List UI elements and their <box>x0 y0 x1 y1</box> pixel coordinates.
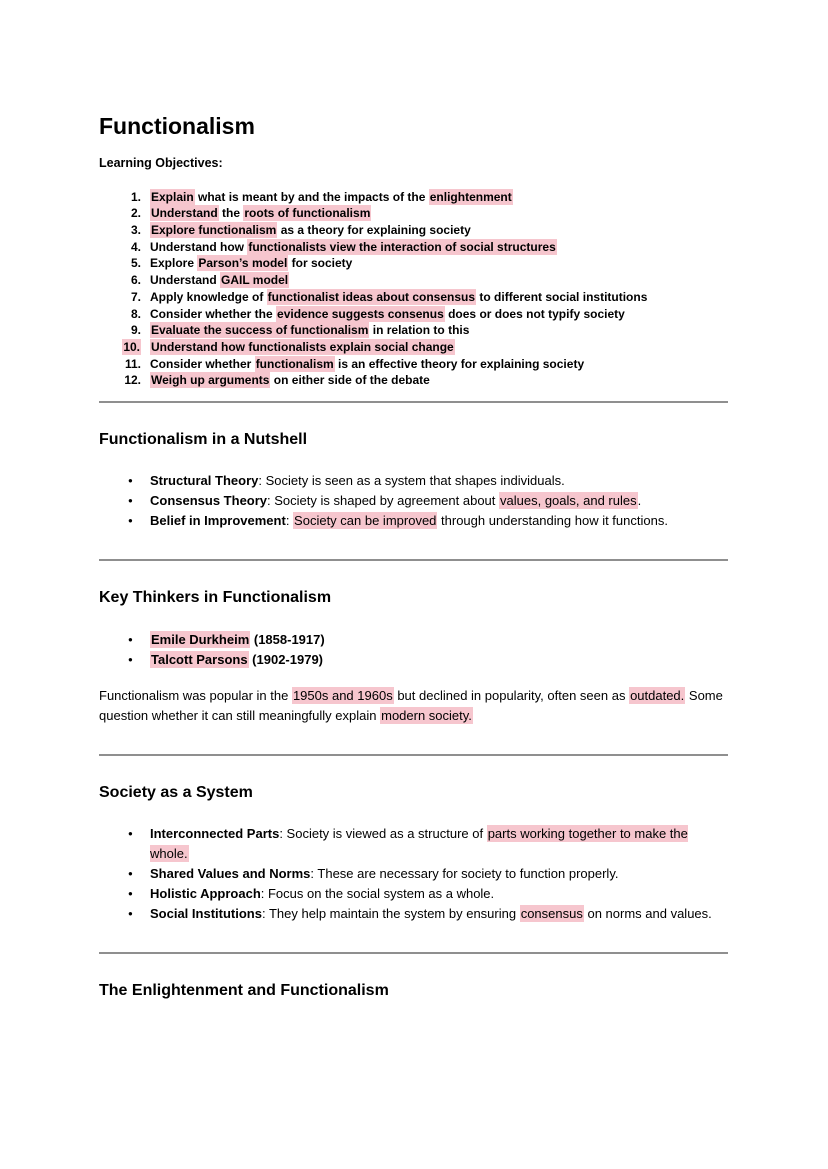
objective-number <box>99 322 141 339</box>
bullet-list-society <box>99 824 728 924</box>
objective-text <box>150 306 625 323</box>
text-run: Explore functionalism <box>151 223 277 237</box>
text-run: Evaluate the success of functionalism <box>151 323 369 338</box>
text-run: to different social institutions <box>476 289 648 304</box>
section-functionalism-in-a-nutshell <box>99 401 728 531</box>
bullet-item <box>99 650 728 670</box>
bullet-icon: ● <box>128 889 133 899</box>
text-run: consensus <box>520 906 583 922</box>
text-run: : Society is shaped by agreement about <box>267 493 500 509</box>
section-heading-key-thinkers: Key Thinkers in Functionalism <box>99 589 332 607</box>
bullet-item <box>99 511 728 531</box>
section-heading-enlightenment: The Enlightenment and Functionalism <box>99 982 389 1000</box>
text-run: for society <box>288 256 353 271</box>
bullet-text <box>150 650 728 670</box>
text-run: in relation to this <box>369 323 470 338</box>
text-run: is an effective theory for explaining society <box>334 356 585 371</box>
objective-item <box>99 255 728 272</box>
bullet-icon: ● <box>128 476 133 486</box>
bullet-item <box>99 630 728 650</box>
text-run: Parson’s model <box>198 256 288 271</box>
text-run: Social Institutions <box>150 906 262 922</box>
bullet-list-key-thinkers <box>99 630 728 670</box>
text-run: : <box>285 513 294 529</box>
objective-number <box>99 255 141 272</box>
text-run: through understanding how it functions. <box>437 513 668 529</box>
objective-item <box>99 306 728 323</box>
text-run: but declined in popularity, often seen as <box>393 687 630 703</box>
text-run: as a theory for explaining society <box>277 223 471 237</box>
objective-number <box>99 222 141 239</box>
objective-number <box>99 306 141 323</box>
objective-number <box>99 189 141 206</box>
bullet-item <box>99 864 728 884</box>
objective-number <box>99 205 141 222</box>
text-run: 1950s and 1960s <box>292 687 393 703</box>
objective-number-text: 1. <box>130 189 141 204</box>
text-run: Talcott Parsons <box>151 651 248 667</box>
objective-number-text: 10. <box>123 339 140 354</box>
bullet-icon: ● <box>128 909 133 919</box>
objective-item <box>99 189 728 206</box>
text-run: : Focus on the social system as a whole. <box>260 886 495 902</box>
text-run: what is meant by and the impacts of the <box>194 189 429 204</box>
text-run: Interconnected Parts <box>150 826 280 842</box>
bullet-icon: ● <box>128 634 133 644</box>
objective-item <box>99 339 728 356</box>
objective-text <box>150 356 584 373</box>
text-run: Understand how functionalists explain social change <box>151 339 454 354</box>
text-run: enlightenment <box>429 189 512 204</box>
bullet-text <box>150 630 728 650</box>
objective-text <box>150 272 289 289</box>
objective-number <box>99 356 141 373</box>
objective-text <box>150 239 557 256</box>
text-run: on norms and values. <box>583 906 712 922</box>
bullet-text <box>150 824 728 864</box>
text-run: : They help maintain the system by ensuring <box>261 906 520 922</box>
text-run: Consider whether the <box>150 306 277 321</box>
text-run: Explore <box>150 256 198 271</box>
objective-text <box>150 222 471 239</box>
bullet-icon: ● <box>128 869 133 879</box>
bullet-text <box>150 511 728 531</box>
objective-item <box>99 372 728 389</box>
objective-number-text: 12. <box>124 373 141 388</box>
text-run: Understand <box>150 273 221 288</box>
objective-number-text: 6. <box>130 273 141 288</box>
text-run: functionalist ideas about consensus <box>267 289 476 304</box>
text-run: on either side of the debate <box>270 373 430 388</box>
section-divider <box>99 952 728 954</box>
text-run: Apply knowledge of <box>150 289 267 304</box>
text-run: : These are necessary for society to function properly. <box>310 866 619 882</box>
objective-text <box>150 189 513 206</box>
bullet-icon: ● <box>128 654 133 664</box>
text-run: Structural Theory <box>150 473 259 489</box>
section-divider <box>99 559 728 561</box>
text-run: Emile Durkheim <box>151 631 250 647</box>
objective-number-text: 2. <box>130 206 141 221</box>
text-run: (1902-1979) <box>248 651 324 667</box>
bullet-text <box>150 884 728 904</box>
text-run: Understand how <box>150 239 248 254</box>
text-run: Belief in Improvement <box>150 513 286 529</box>
bullet-text <box>150 904 728 924</box>
text-run: parts working together to make the whole. <box>150 826 688 862</box>
objective-number-text: 5. <box>130 256 141 271</box>
objective-number-text: 8. <box>130 306 141 321</box>
objective-number <box>99 272 141 289</box>
text-run: functionalism <box>255 356 334 371</box>
bullet-text <box>150 491 728 511</box>
objective-text <box>150 372 430 389</box>
text-run: Society can be improved <box>294 513 437 529</box>
objective-number-text: 11. <box>124 356 141 371</box>
objective-item <box>99 205 728 222</box>
objective-item <box>99 322 728 339</box>
text-run: does or does not typify society <box>444 306 625 321</box>
text-run: Consider whether <box>150 356 255 371</box>
objective-text <box>150 322 469 339</box>
document-title: Functionalism <box>99 113 255 139</box>
section-divider <box>99 754 728 756</box>
bullet-item <box>99 471 728 491</box>
text-run: Weigh up arguments <box>151 373 270 388</box>
text-run: GAIL model <box>221 273 289 288</box>
objective-item <box>99 272 728 289</box>
objective-item <box>99 239 728 256</box>
text-run: functionalists view the interaction of social structures <box>248 239 556 254</box>
text-run: roots of functionalism <box>244 206 371 221</box>
objective-number <box>99 289 141 306</box>
text-run: . <box>637 493 642 509</box>
learning-objectives-list <box>99 189 728 389</box>
objective-number-text: 9. <box>130 323 141 338</box>
text-run: Understand <box>151 206 218 221</box>
section-society-as-a-system <box>99 754 728 924</box>
text-run: Functionalism was popular in the <box>99 687 292 703</box>
objective-number-text: 3. <box>130 223 141 237</box>
objective-text <box>150 255 352 272</box>
text-run: : Society is seen as a system that shapes individuals. <box>258 473 565 489</box>
objective-number-text: 4. <box>130 239 141 254</box>
text-run: Explain <box>151 189 194 204</box>
text-run: Some question whether it can still meaningfully explain <box>99 687 723 723</box>
bullet-text <box>150 864 728 884</box>
bullet-item <box>99 824 728 864</box>
key-thinkers-paragraph <box>99 686 728 726</box>
bullet-item <box>99 904 728 924</box>
text-run: outdated. <box>630 687 685 703</box>
text-run: the <box>218 206 244 221</box>
objective-text <box>150 339 455 356</box>
objective-item <box>99 289 728 306</box>
section-enlightenment <box>99 952 728 1000</box>
text-run: values, goals, and rules <box>500 493 637 509</box>
objective-text <box>150 289 647 306</box>
objective-text <box>150 205 371 222</box>
objective-number-text: 7. <box>130 289 141 304</box>
objective-item <box>99 356 728 373</box>
bullet-list-nutshell <box>99 471 728 531</box>
text-run: modern society. <box>381 707 472 723</box>
bullet-item <box>99 884 728 904</box>
objective-number <box>99 239 141 256</box>
text-run: Holistic Approach <box>150 886 261 902</box>
learning-objectives-label: Learning Objectives: <box>99 155 223 170</box>
section-heading-society: Society as a System <box>99 783 253 801</box>
objective-item <box>99 222 728 239</box>
section-heading-nutshell: Functionalism in a Nutshell <box>99 431 308 449</box>
section-divider <box>99 401 728 403</box>
text-run: : Society is viewed as a structure of <box>279 826 487 842</box>
text-run: Consensus Theory <box>150 493 268 509</box>
bullet-icon: ● <box>128 496 133 506</box>
bullet-icon: ● <box>128 829 133 839</box>
objective-number <box>99 339 141 356</box>
section-key-thinkers <box>99 559 728 725</box>
text-run: (1858-1917) <box>250 631 325 647</box>
bullet-item <box>99 491 728 511</box>
bullet-text <box>150 471 728 491</box>
text-run: evidence suggests consenus <box>277 306 444 321</box>
objective-number <box>99 372 141 389</box>
text-run: Shared Values and Norms <box>150 866 311 882</box>
bullet-icon: ● <box>128 516 133 526</box>
